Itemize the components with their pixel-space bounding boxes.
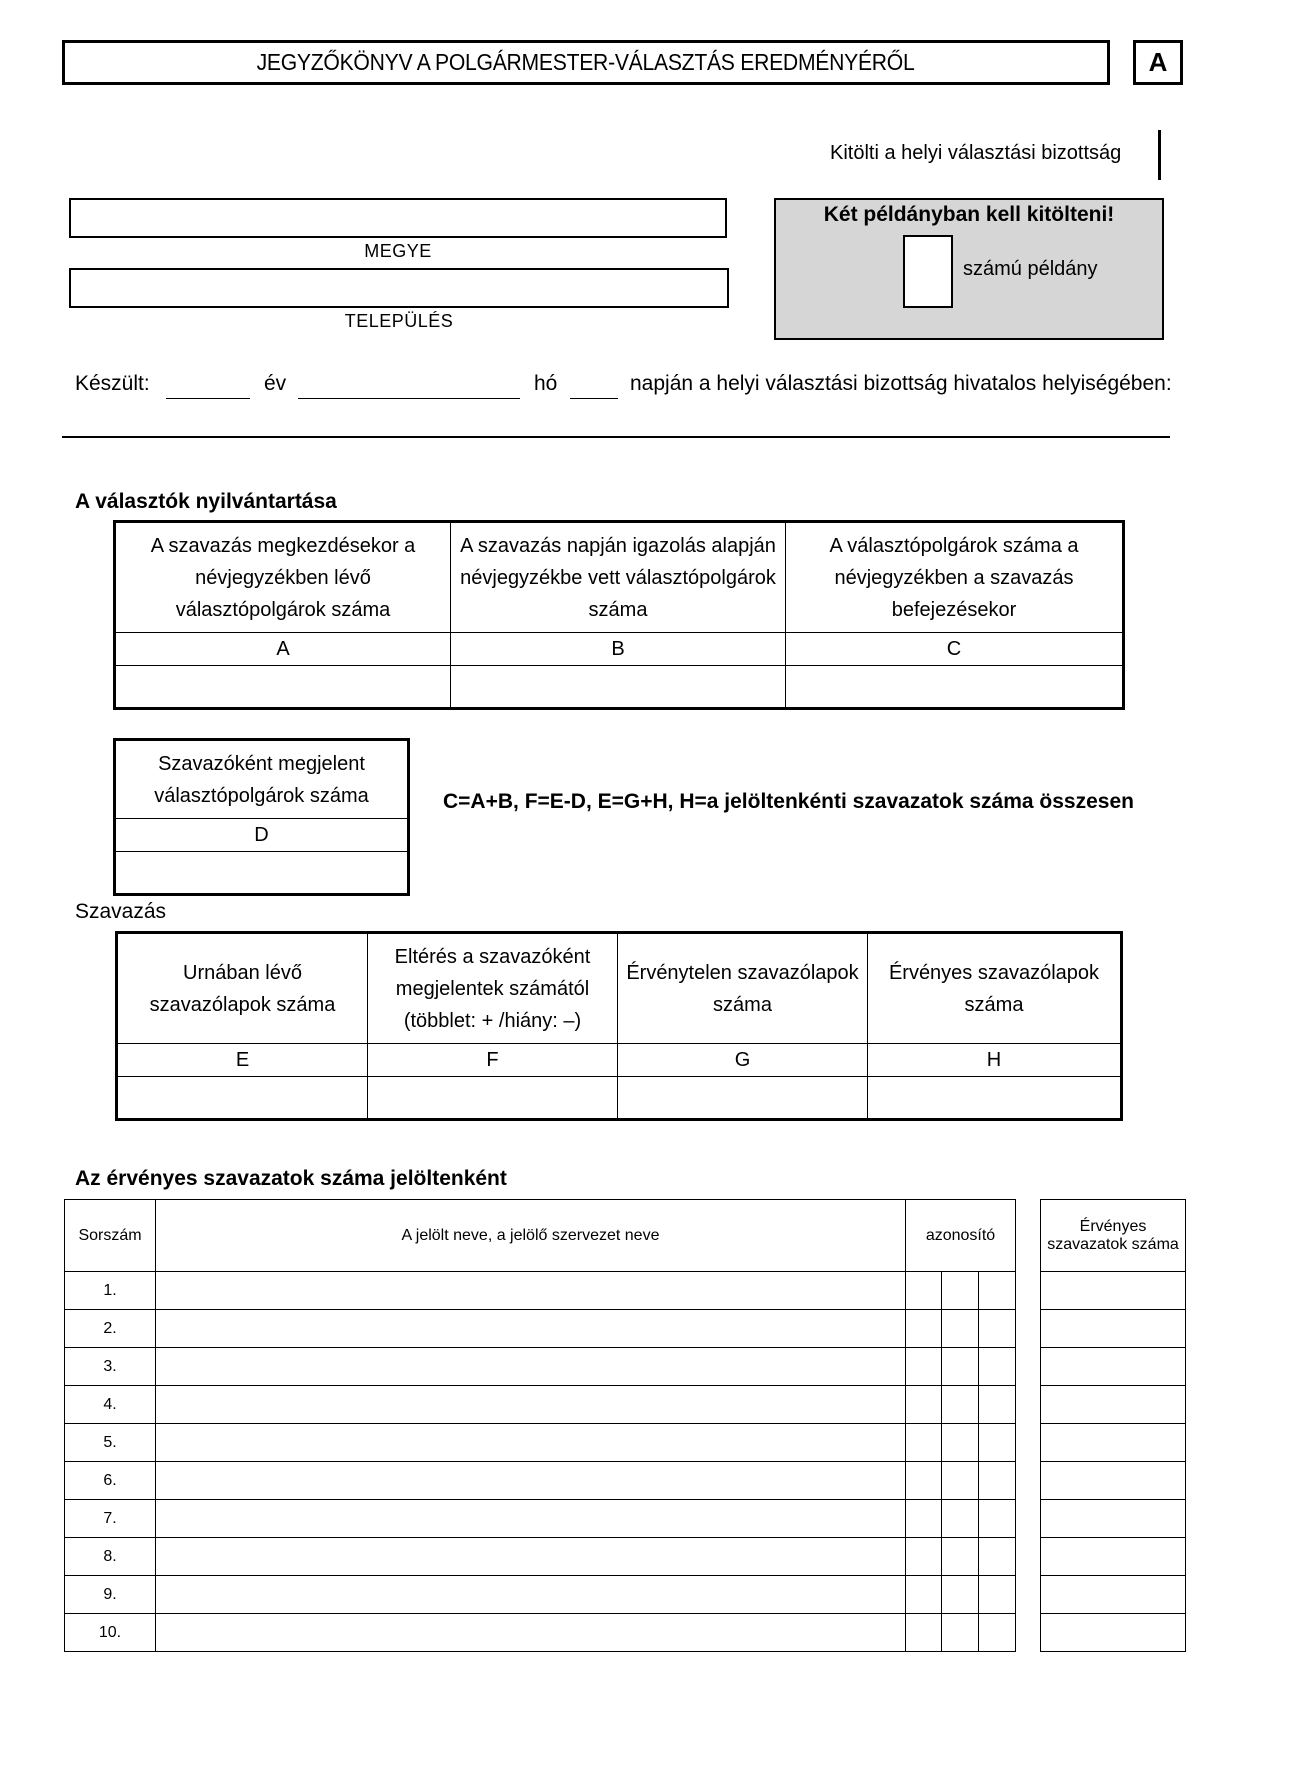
form-title: JEGYZŐKÖNYV A POLGÁRMESTER-VÁLASZTÁS EREDMÉNYÉRŐL [62, 40, 1110, 85]
voting-col-f-header: Eltérés a szavazóként megjelentek számától (többlet: + /hiány: –) [368, 934, 618, 1044]
votes-row [1041, 1462, 1186, 1500]
voting-value-f[interactable] [368, 1077, 618, 1119]
form-letter-badge: A [1133, 40, 1183, 85]
candidates-heading: Az érvényes szavazatok száma jelöltenként [75, 1167, 507, 1190]
candidate-row-number: 1. [65, 1272, 156, 1310]
candidate-votes-field[interactable] [1041, 1614, 1186, 1652]
candidate-id-digit-field[interactable] [979, 1500, 1016, 1538]
candidate-id-digit-field[interactable] [942, 1538, 979, 1576]
registry-value-c[interactable] [786, 666, 1123, 708]
candidate-row-number: 6. [65, 1462, 156, 1500]
voting-letter-e: E [118, 1044, 368, 1077]
votes-row [1041, 1272, 1186, 1310]
voting-table [117, 933, 1121, 1119]
appeared-header: Szavazóként megjelent választópolgárok száma [116, 741, 408, 819]
candidate-name-field[interactable] [156, 1348, 906, 1386]
voting-letter-g: G [618, 1044, 868, 1077]
candidate-row [65, 1310, 1016, 1348]
separator-rule [62, 436, 1170, 438]
candidate-id-digit-field[interactable] [979, 1348, 1016, 1386]
voting-heading: Szavazás [75, 900, 167, 923]
candidate-id-digit-field[interactable] [979, 1462, 1016, 1500]
voting-col-g-header: Érvénytelen szavazólapok száma [618, 934, 868, 1044]
made-suffix: napján a helyi választási bizottság hivatalos helyiségében: [630, 372, 1172, 395]
candidate-id-digit-field[interactable] [942, 1386, 979, 1424]
candidate-id-digit-field[interactable] [942, 1310, 979, 1348]
candidate-row-number: 10. [65, 1614, 156, 1652]
candidate-id-digit-field[interactable] [979, 1576, 1016, 1614]
candidate-votes-field[interactable] [1041, 1462, 1186, 1500]
candidates-table [64, 1199, 1016, 1652]
candidate-row-number: 8. [65, 1538, 156, 1576]
registry-col-b-header: A szavazás napján igazolás alapján névjegyzékbe vett választópolgárok száma [451, 523, 786, 633]
candidate-id-digit-field[interactable] [906, 1424, 942, 1462]
candidate-row [65, 1614, 1016, 1652]
appeared-letter-d: D [116, 819, 408, 852]
county-label: MEGYE [364, 241, 432, 261]
candidate-row [65, 1500, 1016, 1538]
copy-number-label: számú példány [963, 258, 1098, 280]
candidate-id-digit-field[interactable] [942, 1272, 979, 1310]
registry-letter-b: B [451, 633, 786, 666]
candidate-row-number: 7. [65, 1500, 156, 1538]
col-votes-header: Érvényes szavazatok száma [1041, 1200, 1186, 1272]
candidate-id-digit-field[interactable] [942, 1500, 979, 1538]
candidate-row-number: 9. [65, 1576, 156, 1614]
candidate-row [65, 1538, 1016, 1576]
candidate-votes-field[interactable] [1041, 1386, 1186, 1424]
candidate-row-number: 5. [65, 1424, 156, 1462]
voting-letter-h: H [868, 1044, 1121, 1077]
candidate-name-field[interactable] [156, 1310, 906, 1348]
candidate-name-field[interactable] [156, 1538, 906, 1576]
appeared-table [115, 740, 408, 894]
candidate-id-digit-field[interactable] [942, 1348, 979, 1386]
registry-heading: A választók nyilvántartása [75, 490, 337, 513]
voting-value-e[interactable] [118, 1077, 368, 1119]
candidate-id-digit-field[interactable] [906, 1386, 942, 1424]
candidate-row-number: 4. [65, 1386, 156, 1424]
registry-letter-a: A [116, 633, 451, 666]
votes-row [1041, 1614, 1186, 1652]
votes-row [1041, 1386, 1186, 1424]
candidate-name-field[interactable] [156, 1462, 906, 1500]
candidate-name-field[interactable] [156, 1272, 906, 1310]
candidate-votes-field[interactable] [1041, 1310, 1186, 1348]
candidate-id-digit-field[interactable] [979, 1386, 1016, 1424]
candidate-votes-field[interactable] [1041, 1576, 1186, 1614]
votes-table [1040, 1199, 1186, 1652]
candidate-id-digit-field[interactable] [906, 1272, 942, 1310]
candidate-name-field[interactable] [156, 1614, 906, 1652]
votes-row [1041, 1348, 1186, 1386]
settlement-label: TELEPÜLÉS [344, 311, 454, 331]
votes-row [1041, 1538, 1186, 1576]
col-id-header: azonosító [906, 1200, 1016, 1272]
candidate-id-digit-field[interactable] [942, 1462, 979, 1500]
settlement-field[interactable] [69, 268, 729, 308]
registry-table [115, 522, 1123, 708]
appeared-value-d[interactable] [116, 852, 408, 894]
copies-title: Két példányban kell kitölteni! [823, 203, 1115, 226]
votes-row [1041, 1500, 1186, 1538]
county-field[interactable] [69, 198, 727, 238]
candidate-id-digit-field[interactable] [979, 1424, 1016, 1462]
candidate-id-digit-field[interactable] [906, 1462, 942, 1500]
col-number-header: Sorszám [65, 1200, 156, 1272]
candidate-id-digit-field[interactable] [979, 1310, 1016, 1348]
votes-row [1041, 1576, 1186, 1614]
candidate-row [65, 1424, 1016, 1462]
candidate-id-digit-field[interactable] [906, 1310, 942, 1348]
registry-col-c-header: A választópolgárok száma a névjegyzékben a szavazás befejezésekor [786, 523, 1123, 633]
candidate-votes-field[interactable] [1041, 1538, 1186, 1576]
candidate-name-field[interactable] [156, 1500, 906, 1538]
year-label: év [264, 372, 287, 395]
formula-text: C=A+B, F=E-D, E=G+H, H=a jelöltenkénti szavazatok száma összesen [443, 790, 1134, 813]
fill-note: Kitölti a helyi választási bizottság [830, 142, 1122, 164]
col-name-header: A jelölt neve, a jelölő szervezet neve [156, 1200, 906, 1272]
votes-row [1041, 1310, 1186, 1348]
candidate-id-digit-field[interactable] [942, 1614, 979, 1652]
candidate-votes-field[interactable] [1041, 1500, 1186, 1538]
candidate-row [65, 1576, 1016, 1614]
candidate-id-digit-field[interactable] [906, 1348, 942, 1386]
voting-letter-f: F [368, 1044, 618, 1077]
candidate-votes-field[interactable] [1041, 1348, 1186, 1386]
year-field[interactable] [166, 398, 250, 399]
candidate-id-digit-field[interactable] [906, 1500, 942, 1538]
candidate-row [65, 1386, 1016, 1424]
day-field[interactable] [570, 398, 618, 399]
candidate-id-digit-field[interactable] [979, 1538, 1016, 1576]
made-prefix: Készült: [75, 372, 150, 395]
candidate-name-field[interactable] [156, 1386, 906, 1424]
registry-value-b[interactable] [451, 666, 786, 708]
candidate-id-digit-field[interactable] [906, 1538, 942, 1576]
candidate-id-digit-field[interactable] [979, 1272, 1016, 1310]
registry-col-a-header: A szavazás megkezdésekor a névjegyzékben lévő választópolgárok száma [116, 523, 451, 633]
candidate-id-digit-field[interactable] [906, 1576, 942, 1614]
candidate-id-digit-field[interactable] [906, 1614, 942, 1652]
fill-note-divider [1158, 130, 1161, 180]
voting-value-h[interactable] [868, 1077, 1121, 1119]
candidate-id-digit-field[interactable] [942, 1424, 979, 1462]
month-label: hó [534, 372, 558, 395]
candidate-name-field[interactable] [156, 1576, 906, 1614]
candidate-row-number: 3. [65, 1348, 156, 1386]
voting-col-e-header: Urnában lévő szavazólapok száma [118, 934, 368, 1044]
voting-col-h-header: Érvényes szavazólapok száma [868, 934, 1121, 1044]
candidate-id-digit-field[interactable] [942, 1576, 979, 1614]
candidate-row [65, 1462, 1016, 1500]
candidate-votes-field[interactable] [1041, 1272, 1186, 1310]
candidate-votes-field[interactable] [1041, 1424, 1186, 1462]
votes-row [1041, 1424, 1186, 1462]
candidate-id-digit-field[interactable] [979, 1614, 1016, 1652]
registry-letter-c: C [786, 633, 1123, 666]
candidate-name-field[interactable] [156, 1424, 906, 1462]
copy-number-field[interactable] [903, 235, 953, 308]
registry-value-a[interactable] [116, 666, 451, 708]
candidate-row-number: 2. [65, 1310, 156, 1348]
month-field[interactable] [298, 398, 520, 399]
candidate-row [65, 1348, 1016, 1386]
candidate-row [65, 1272, 1016, 1310]
voting-value-g[interactable] [618, 1077, 868, 1119]
